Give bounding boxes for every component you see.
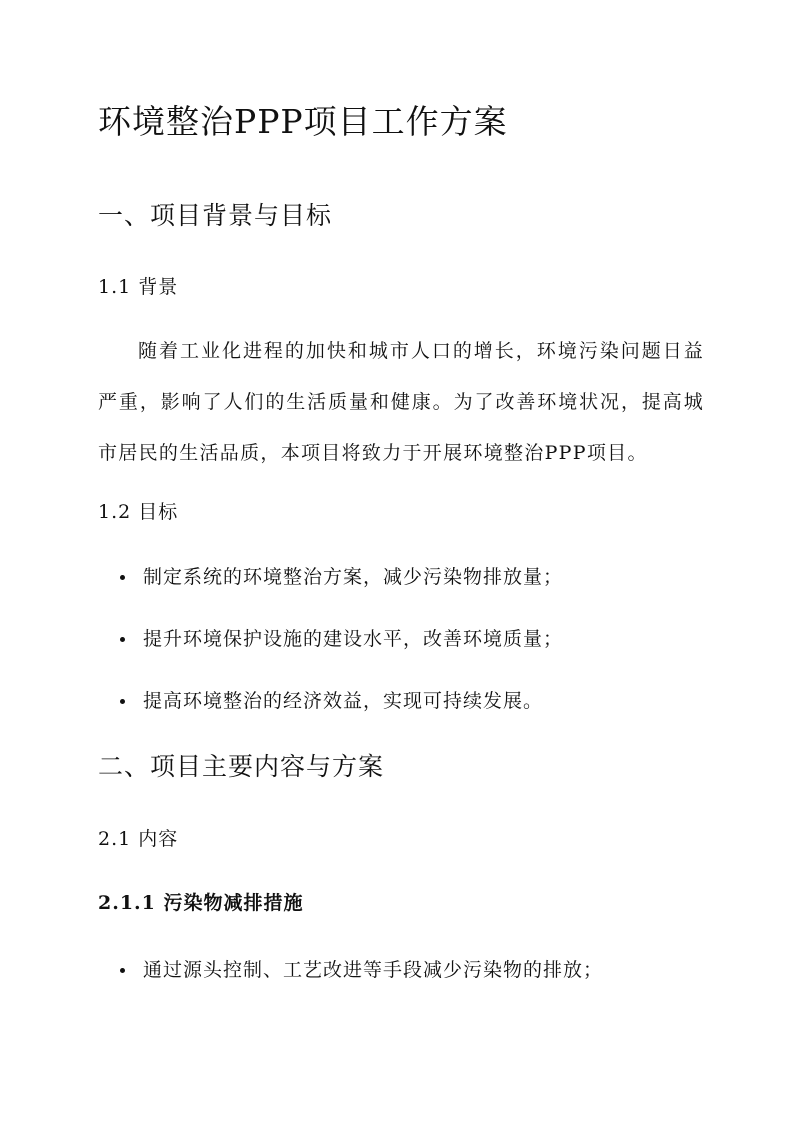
bullet-icon: [120, 637, 125, 642]
measure-list-item: [120, 955, 603, 982]
subsection-heading-content: 2.1 内容: [98, 828, 179, 850]
goal-text: 提高环境整治的经济效益，实现可持续发展。: [143, 690, 544, 712]
bullet-icon: [120, 968, 125, 973]
section-heading-content-plan: 二、项目主要内容与方案: [98, 752, 385, 781]
goal-list-item: [120, 686, 543, 713]
goal-text: 提升环境保护设施的建设水平，改善环境质量；: [143, 628, 564, 650]
background-paragraph: 随着工业化进程的加快和城市人口的增长，环境污染问题日益严重，影响了人们的生活质量和健康。为了改善环境状况，提高城市居民的生活品质，本项目将致力于开展环境整治PPP项目。: [98, 340, 704, 464]
subsection-heading-goals: 1.2 目标: [98, 501, 179, 523]
section-heading-background-goals: 一、项目背景与目标: [98, 201, 333, 230]
goal-text: 制定系统的环境整治方案，减少污染物排放量；: [143, 566, 564, 588]
subsubsection-heading-emission-reduction: 2.1.1 污染物减排措施: [98, 892, 304, 914]
goal-list-item: [120, 624, 563, 651]
goal-list-item: [120, 562, 563, 589]
bullet-icon: [120, 699, 125, 704]
subsection-heading-background: 1.1 背景: [98, 276, 179, 298]
measure-text: 通过源头控制、工艺改进等手段减少污染物的排放；: [143, 959, 604, 981]
bullet-icon: [120, 575, 125, 580]
document-title: 环境整治PPP项目工作方案: [98, 102, 508, 141]
